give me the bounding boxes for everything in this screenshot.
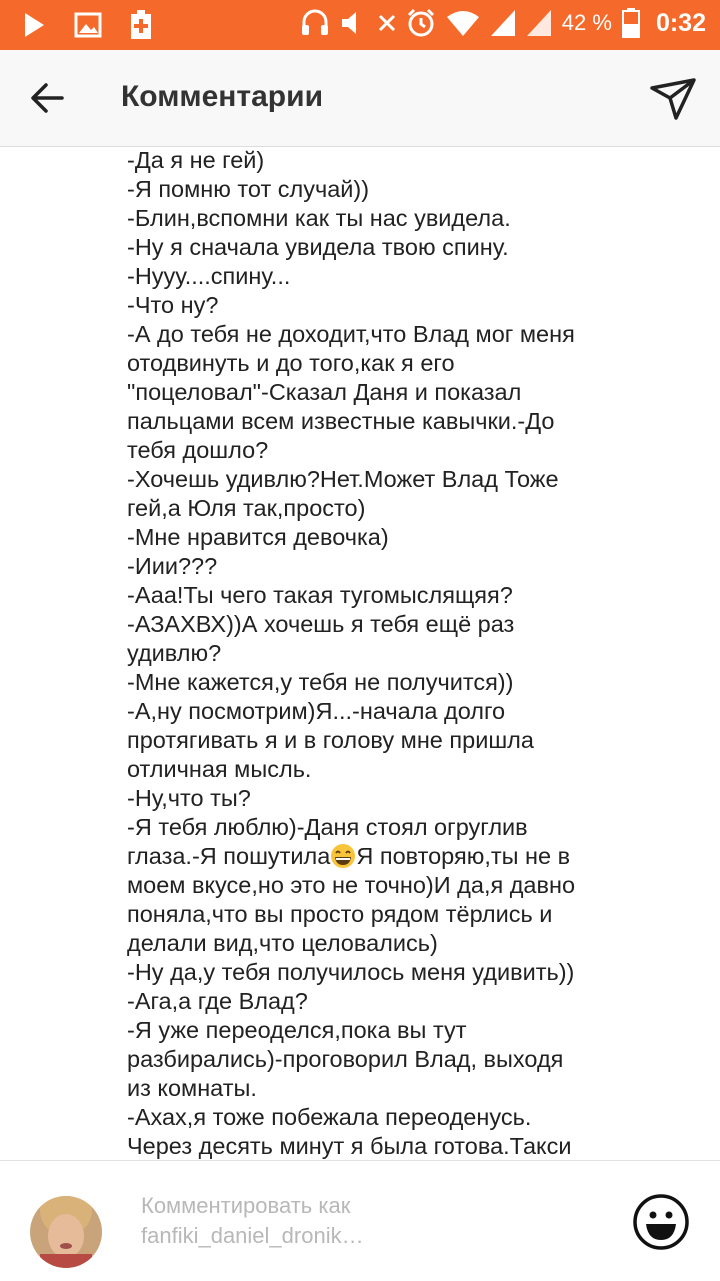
text-line: -Нууу....спину...: [127, 263, 291, 289]
text-line: [127, 842, 575, 871]
text-line: -Ну,что ты?: [127, 785, 251, 811]
text-segment: Я повторяю,ты не в: [356, 843, 571, 869]
top-app-bar: [0, 50, 720, 147]
signal-icon: [526, 9, 552, 37]
alarm-icon: [406, 8, 436, 38]
text-line: -Мне кажется,у тебя не получится)): [127, 669, 514, 695]
comment-input[interactable]: [141, 1191, 581, 1255]
text-line: поняла,что вы просто рядом тёрлись и: [127, 901, 553, 927]
text-line: удивлю?: [127, 640, 222, 666]
battery-saver-icon: [130, 10, 152, 40]
text-line: отодвинуть и до того,как я его: [127, 350, 455, 376]
text-segment: глаза.-Я пошутила: [127, 843, 331, 869]
image-icon: [74, 12, 102, 38]
text-line: -Ахах,я тоже побежала переоденусь.: [127, 1104, 532, 1130]
text-line: из комнаты.: [127, 1075, 257, 1101]
text-line: разбирались)-проговорил Влад, выходя: [127, 1046, 564, 1072]
text-line: -Ну я сначала увидела твою спину.: [127, 234, 509, 260]
text-line: -Ну да,у тебя получилось меня удивить)): [127, 959, 575, 985]
text-line: -Ааа!Ты чего такая тугомыслящяя?: [127, 582, 513, 608]
close-icon: [378, 14, 396, 32]
comment-composer: [0, 1160, 720, 1281]
signal-icon: [490, 9, 516, 37]
placeholder-line-2: fanfiki_daniel_dronik…: [141, 1223, 364, 1248]
grinning-face-emoji: [330, 843, 356, 869]
text-line: отличная мысль.: [127, 756, 312, 782]
text-line: -Что ну?: [127, 292, 219, 318]
send-icon[interactable]: [648, 74, 698, 124]
text-line: -Блин,вспомни как ты нас увидела.: [127, 205, 511, 231]
text-line: -Я уже переоделся,пока вы тут: [127, 1017, 467, 1043]
text-line: протягивать я и в голову мне пришла: [127, 727, 534, 753]
text-line: делали вид,что целовались): [127, 930, 438, 956]
text-line: тебя дошло?: [127, 437, 269, 463]
text-line: -Ага,а где Влад?: [127, 988, 308, 1014]
text-line: Через десять минут я была готова.Такси: [127, 1133, 572, 1159]
text-line: "поцеловал"-Сказал Даня и показал: [127, 379, 522, 405]
smiley-icon[interactable]: [632, 1193, 690, 1251]
comment-text: [127, 146, 575, 1160]
avatar[interactable]: [30, 1196, 102, 1268]
text-line: -Да я не гей): [127, 147, 265, 173]
text-line: -А,ну посмотрим)Я...-начала долго: [127, 698, 506, 724]
arrow-left-icon[interactable]: [28, 78, 68, 118]
battery-icon: [622, 8, 640, 38]
text-line: моем вкусе,но это не точно)И да,я давно: [127, 872, 576, 898]
text-line: -Я помню тот случай)): [127, 176, 370, 202]
text-line: -А до тебя не доходит,что Влад мог меня: [127, 321, 575, 347]
status-bar: [0, 0, 720, 50]
text-line: -Мне нравится девочка): [127, 524, 389, 550]
text-line: -Иии???: [127, 553, 218, 579]
mute-icon: [340, 8, 368, 38]
text-line: -АЗАХВХ))А хочешь я тебя ещё раз: [127, 611, 515, 637]
play-icon: [22, 11, 46, 39]
text-line: -Хочешь удивлю?Нет.Может Влад Тоже: [127, 466, 559, 492]
battery-percent: 42 %: [561, 10, 612, 35]
headset-icon: [300, 8, 330, 38]
wifi-icon: [446, 9, 480, 37]
text-line: пальцами всем известные кавычки.-До: [127, 408, 555, 434]
text-line: гей,а Юля так,просто): [127, 495, 366, 521]
clock: 0:32: [655, 8, 706, 37]
placeholder-line-1: Комментировать как: [141, 1193, 351, 1218]
text-line: -Я тебя люблю)-Даня стоял огруглив: [127, 814, 528, 840]
page-title: Комментарии: [121, 80, 324, 113]
comment-content[interactable]: [0, 146, 720, 1160]
